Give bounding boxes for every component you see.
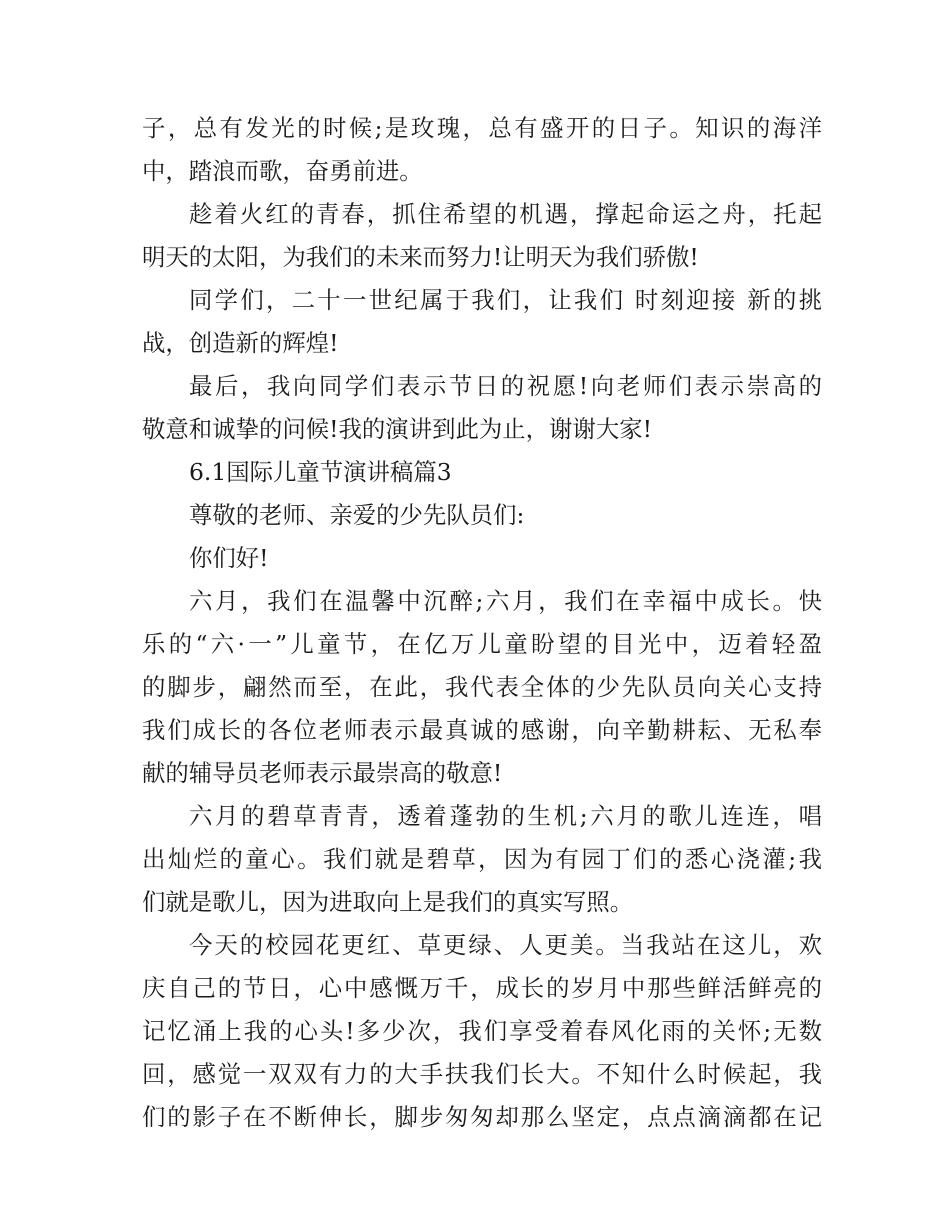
- text-line: 最后，我向同学们表示节日的祝愿!向老师们表示崇高的: [189, 372, 822, 400]
- text-line: 敬意和诚挚的问候!我的演讲到此为止，谢谢大家!: [142, 415, 653, 443]
- text-line: 子，总有发光的时候;是玫瑰，总有盛开的日子。知识的海洋: [142, 114, 822, 142]
- text-line: 回，感觉一双双有力的大手扶我们长大。不知什么时候起，我: [142, 1060, 822, 1088]
- section-heading: 6.1国际儿童节演讲稿篇3: [189, 458, 452, 486]
- text-line: 出灿烂的童心。我们就是碧草，因为有园丁们的悉心浇灌;我: [142, 845, 822, 873]
- greeting: 你们好!: [189, 544, 269, 572]
- text-line: 乐的“六·一”儿童节，在亿万儿童盼望的目光中，迈着轻盈: [142, 630, 822, 658]
- salutation: 尊敬的老师、亲爱的少先队员们:: [189, 501, 525, 529]
- text-line: 趁着火红的青春，抓住希望的机遇，撑起命运之舟，托起: [189, 200, 822, 228]
- text-line: 六月的碧草青青，透着蓬勃的生机;六月的歌儿连连，唱: [189, 802, 822, 830]
- text-line: 中，踏浪而歌，奋勇前进。: [142, 157, 423, 185]
- text-line: 同学们，二十一世纪属于我们，让我们 时刻迎接 新的挑: [189, 286, 822, 314]
- text-line: 明天的太阳，为我们的未来而努力!让明天为我们骄傲!: [142, 243, 699, 271]
- text-line: 们就是歌儿，因为进取向上是我们的真实写照。: [142, 888, 634, 916]
- text-line: 我们成长的各位老师表示最真诚的感谢，向辛勤耕耘、无私奉: [142, 716, 822, 744]
- text-line: 庆自己的节日，心中感慨万千，成长的岁月中那些鲜活鲜亮的: [142, 974, 822, 1002]
- text-line: 献的辅导员老师表示最崇高的敬意!: [142, 759, 503, 787]
- text-line: 今天的校园花更红、草更绿、人更美。当我站在这儿，欢: [189, 931, 822, 959]
- text-line: 们的影子在不断伸长，脚步匆匆却那么坚定，点点滴滴都在记: [142, 1103, 822, 1131]
- text-line: 战，创造新的辉煌!: [142, 329, 339, 357]
- text-line: 的脚步，翩然而至，在此，我代表全体的少先队员向关心支持: [142, 673, 822, 701]
- text-line: 六月，我们在温馨中沉醉;六月，我们在幸福中成长。快: [189, 587, 822, 615]
- text-line: 记忆涌上我的心头!多少次，我们享受着春风化雨的关怀;无数: [142, 1017, 822, 1045]
